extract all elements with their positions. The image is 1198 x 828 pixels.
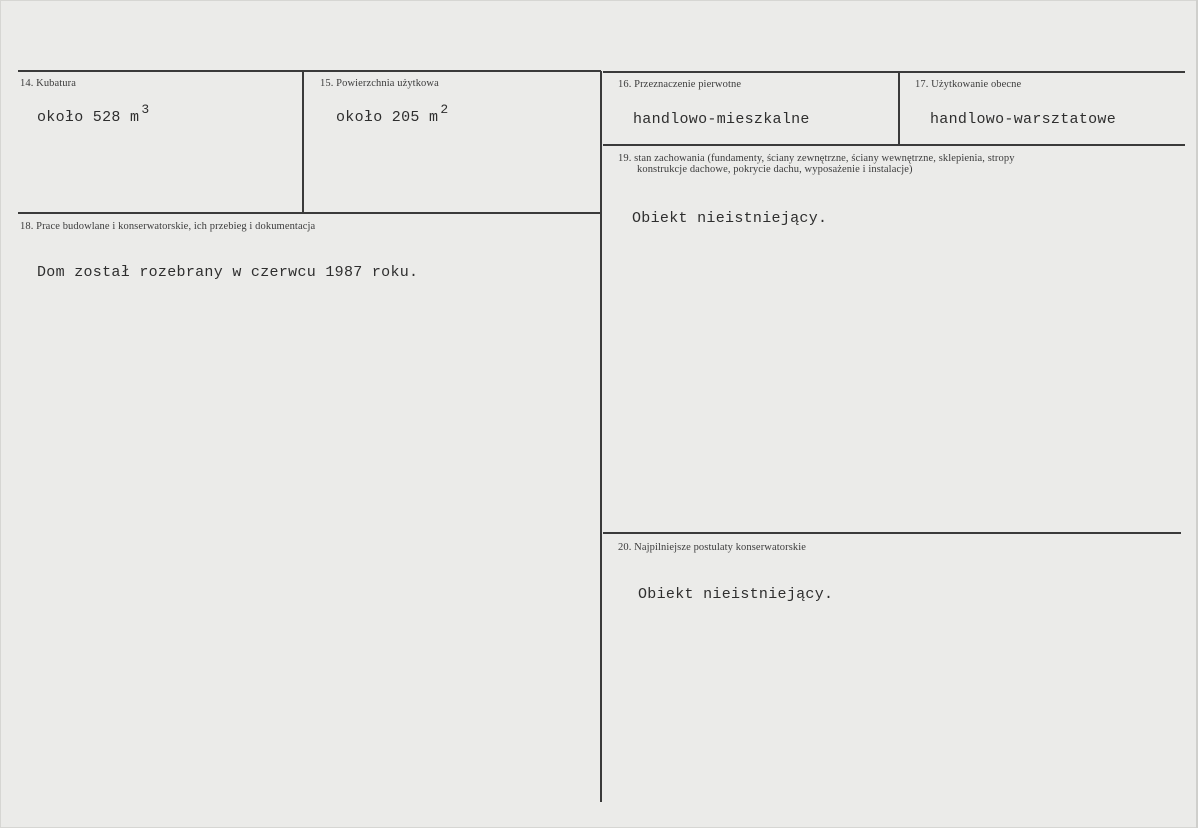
top-rule-right [603, 71, 1185, 73]
divider-16-17 [898, 72, 900, 144]
field-15-text: około 205 m [336, 109, 439, 126]
top-rule-left [18, 70, 601, 72]
field-20-value: Obiekt nieistniejący. [638, 586, 834, 603]
field-15-label: 15. Powierzchnia użytkowa [320, 78, 439, 89]
rule-under-16-17 [603, 144, 1185, 146]
field-14-text: około 528 m [37, 109, 140, 126]
field-16-value: handlowo-mieszkalne [633, 111, 810, 128]
field-19-label-line2: konstrukcje dachowe, pokrycie dachu, wyposażenie i instalacje) [637, 164, 913, 175]
field-16-label: 16. Przeznaczenie pierwotne [618, 79, 742, 90]
field-18-value: Dom został rozebrany w czerwcu 1987 roku. [37, 264, 419, 281]
rule-above-20 [603, 532, 1181, 534]
field-14-value [37, 102, 150, 126]
field-15-value [336, 102, 449, 126]
field-19-label-line1: 19. stan zachowania (fundamenty, ściany zewnętrzne, ściany wewnętrzne, sklepienia, stropy [618, 153, 1015, 164]
field-17-label: 17. Użytkowanie obecne [915, 79, 1022, 90]
field-19-value: Obiekt nieistniejący. [632, 210, 828, 227]
field-17-value: handlowo-warsztatowe [930, 111, 1117, 128]
field-14-label: 14. Kubatura [20, 78, 77, 89]
center-divider [600, 71, 602, 802]
rule-under-14-15 [18, 212, 601, 214]
divider-14-15 [302, 70, 304, 212]
field-20-label: 20. Najpilniejsze postulaty konserwatorskie [618, 542, 807, 553]
field-15-exponent: 2 [440, 102, 449, 117]
field-14-exponent: 3 [141, 102, 150, 117]
field-18-label: 18. Prace budowlane i konserwatorskie, ich przebieg i dokumentacja [20, 221, 316, 232]
